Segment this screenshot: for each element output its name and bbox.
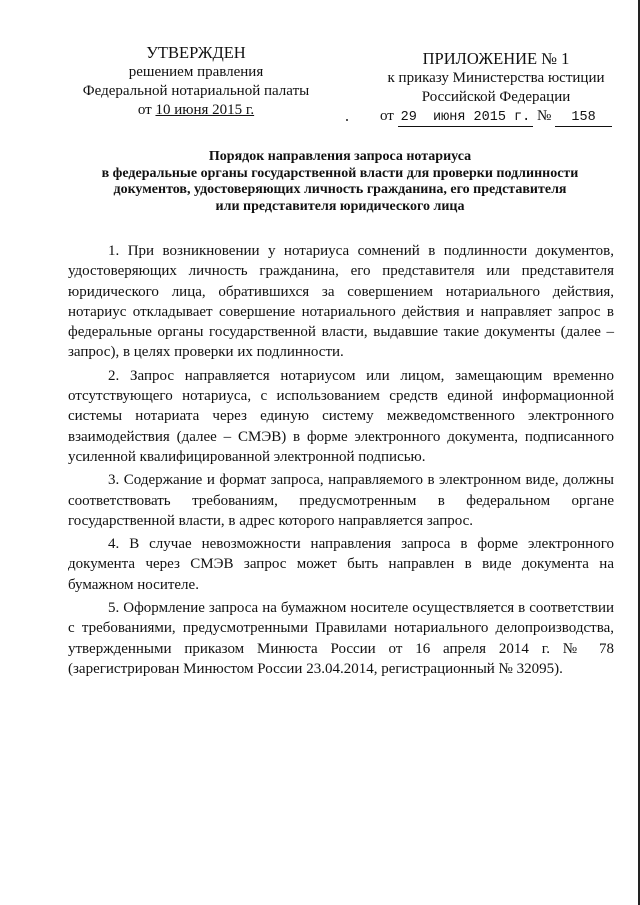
appendix-line-1: к приказу Министерства юстиции: [387, 70, 605, 86]
scan-speck: [346, 119, 348, 121]
approved-line-2: Федеральной нотариальной палаты: [82, 83, 310, 99]
appendix-date-fill: [398, 109, 534, 127]
approved-date-prefix: от: [137, 102, 152, 118]
appendix-block: [380, 48, 612, 127]
appendix-year: 2015: [473, 110, 506, 125]
approved-heading: УТВЕРЖДЕН: [146, 43, 246, 62]
approved-date: 10 июня 2015 г.: [155, 102, 255, 118]
document-body: [68, 241, 614, 682]
appendix-heading: ПРИЛОЖЕНИЕ № 1: [422, 49, 570, 68]
paragraph-5: 5. Оформление запроса на бумажном носителе осуществляется в соответствии с требованиями, предусмотренными Правилами нотариального делопроизводства, утвержденными приказом Минюста России от 16 апреля 2014 г. № 78 (зарегистрирован Минюстом России 23.04.2014, регистрационный № 32095).: [68, 600, 614, 677]
paragraph-3: 3. Содержание и формат запроса, направляемого в электронном виде, должны соответствовать требованиям, предусмотренным в федеральном органе государственной власти, в адрес которого направляется запрос.: [68, 472, 614, 529]
paragraph-4: 4. В случае невозможности направления запроса в форме электронного документа через СМЭВ запрос может быть направлен в виде документа на бумажном носителе.: [68, 536, 614, 593]
title-line-3: документов, удостоверяющих личность гражданина, его представителя: [113, 182, 567, 197]
paragraph-1: 1. При возникновении у нотариуса сомнений в подлинности документов, удостоверяющих личность гражданина, его представителя или представителя юридического лица, обратившихся за совершением нотариального действия, нотариус откладывает совершение нотариального действия и направляет запрос в федеральные органы государственной власти, выдавшие такие документы (далее – запрос), в целях проверки их подлинности.: [68, 243, 614, 361]
appendix-date-row: [380, 107, 612, 127]
paragraph-2: 2. Запрос направляется нотариусом или лицом, замещающим временно отсутствующего нотариуса, с использованием средств единой информационной системы нотариата через единую систему межведомственного электронного взаимодействия (далее – СМЭВ) в форме электронного документа, подписанного усиленной квалифицированной электронной подписью.: [68, 367, 614, 465]
title-line-1: Порядок направления запроса нотариуса: [208, 149, 472, 164]
appendix-line-2: Российской Федерации: [421, 89, 571, 105]
title-line-2: в федеральные органы государственной власти для проверки подлинности: [101, 165, 579, 181]
appendix-month: июня: [433, 110, 466, 125]
appendix-number-sign: №: [537, 108, 552, 124]
title-line-4: или представителя юридического лица: [215, 198, 465, 214]
document-title: [60, 149, 620, 215]
approved-date-row: [68, 101, 324, 120]
approval-stamp-block: [68, 42, 324, 120]
approved-line-1: решением правления: [128, 64, 264, 80]
appendix-number: 158: [555, 109, 612, 127]
appendix-day: 29: [400, 110, 417, 125]
appendix-date-prefix: от: [380, 108, 394, 124]
appendix-year-suffix: г.: [514, 110, 531, 125]
